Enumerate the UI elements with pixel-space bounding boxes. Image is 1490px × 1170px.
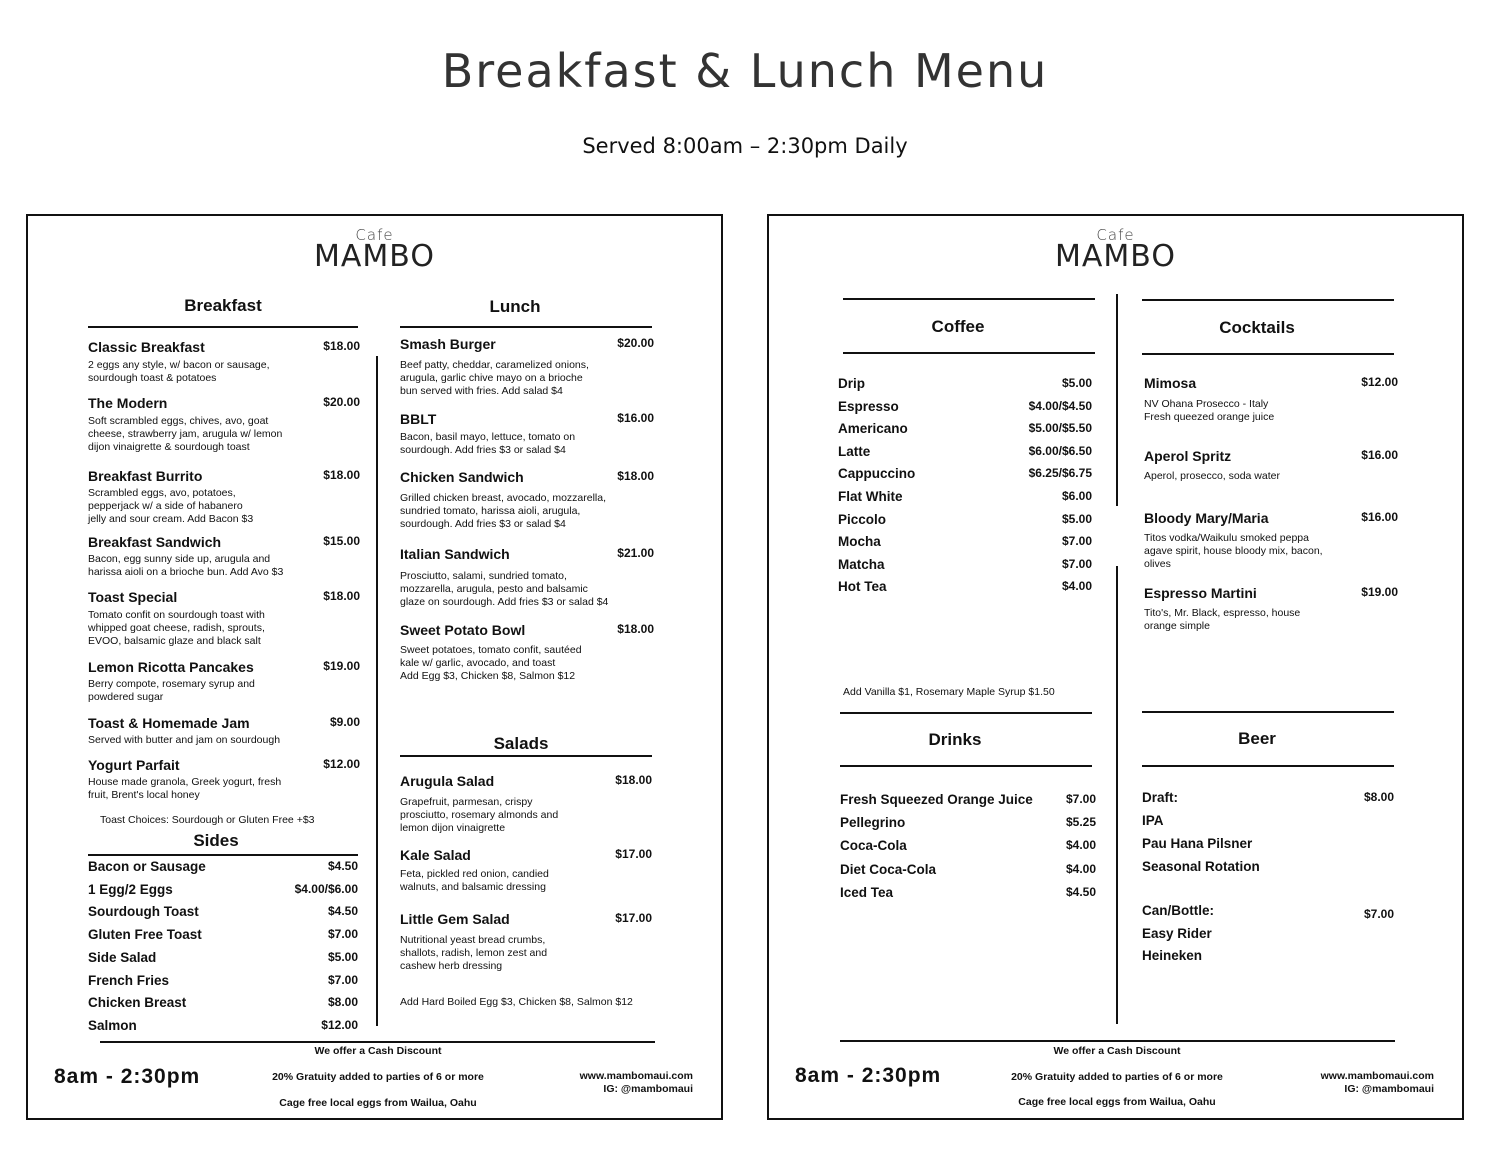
section-title-cocktails: Cocktails <box>1219 318 1295 337</box>
menu-item-description: 2 eggs any style, w/ bacon or sausage, sourdough toast & potatoes <box>88 359 270 384</box>
footer-divider <box>840 1040 1395 1042</box>
drink-item <box>840 792 1096 812</box>
menu-item-price: $20.00 <box>617 336 654 350</box>
menu-item-price: $12.00 <box>1361 375 1398 389</box>
beer-draft-row <box>1142 790 1394 810</box>
divider <box>88 326 358 328</box>
menu-item-name: Salmon <box>88 1017 137 1033</box>
divider <box>1142 765 1394 767</box>
menu-item-price: $16.00 <box>1361 510 1398 524</box>
menu-item-price: $12.00 <box>323 757 360 771</box>
menu-item-name: BBLT <box>400 411 437 427</box>
side-item <box>88 950 358 970</box>
section-title-lunch: Lunch <box>489 297 541 316</box>
menu-item-name: Pellegrino <box>840 815 906 831</box>
page-title: Breakfast & Lunch Menu <box>441 44 1049 98</box>
drink-item <box>840 815 1096 835</box>
drink-item <box>840 862 1096 882</box>
syrup-add-ons-note: Add Vanilla $1, Rosemary Maple Syrup $1.50 <box>843 686 1055 698</box>
menu-card-breakfast-lunch <box>26 214 723 1120</box>
menu-item-name: Toast Special <box>88 589 178 605</box>
menu-item-name: Smash Burger <box>400 336 496 352</box>
menu-item-name: Piccolo <box>838 511 887 527</box>
divider <box>840 765 1092 767</box>
section-title-salads: Salads <box>493 734 549 753</box>
menu-item-price: $4.00/$4.50 <box>1028 398 1092 413</box>
side-item <box>88 904 358 924</box>
divider <box>88 854 358 856</box>
beer-can-row <box>1142 903 1394 923</box>
menu-item-price: $5.00 <box>327 949 358 964</box>
menu-item-name: Chicken Breast <box>88 995 187 1011</box>
menu-item-name: Classic Breakfast <box>88 339 205 355</box>
menu-item-name: Aperol Spritz <box>1144 448 1232 464</box>
menu-item-description: Soft scrambled eggs, chives, avo, goat cheese, strawberry jam, arugula w/ lemon dijon vinaigrette & sourdough toast <box>88 415 283 453</box>
menu-item-description: Grilled chicken breast, avocado, mozzarella, sundried tomato, harissa aioli, arugula, sourdough. Add fries $3 or salad $4 <box>400 492 607 530</box>
section-title-sides: Sides <box>193 831 239 850</box>
menu-item-name: Cappuccino <box>838 466 916 482</box>
menu-item-name: Fresh Squeezed Orange Juice <box>840 792 1033 807</box>
menu-item-price: $7.00 <box>1061 556 1092 571</box>
cafe-logo <box>28 226 721 272</box>
menu-item-price: $18.00 <box>617 469 654 483</box>
menu-item-name: Flat White <box>838 489 903 504</box>
menu-item-description: Feta, pickled red onion, candied walnuts, and balsamic dressing <box>400 868 549 893</box>
contact-info <box>528 1070 693 1096</box>
menu-item-price: $4.50 <box>327 859 358 873</box>
menu-item-name: Breakfast Sandwich <box>88 534 222 550</box>
coffee-item <box>838 466 1092 486</box>
column-divider <box>1116 566 1118 1024</box>
menu-item-price: $9.00 <box>329 715 360 729</box>
beer-name: Pau Hana Pilsner <box>1142 836 1253 851</box>
menu-item-name: Arugula Salad <box>400 773 495 789</box>
menu-item-name: Mimosa <box>1144 375 1197 391</box>
coffee-item <box>838 579 1092 599</box>
menu-item-name: Sweet Potato Bowl <box>400 622 526 638</box>
menu-item-price: $16.00 <box>617 411 654 425</box>
menu-item-name: Hot Tea <box>838 579 887 595</box>
menu-item-name: The Modern <box>88 395 168 411</box>
beer-name: Heineken <box>1142 948 1203 963</box>
menu-item-name: Sourdough Toast <box>88 904 199 920</box>
beer-name: Easy Rider <box>1142 926 1212 941</box>
drink-item <box>840 838 1096 858</box>
divider <box>840 712 1092 714</box>
menu-item-description: Scrambled eggs, avo, potatoes, pepperjack w/ a side of habanero jelly and sour cream. Add Bacon $3 <box>88 487 254 525</box>
menu-item-description: Berry compote, rosemary syrup and powdered sugar <box>88 678 255 703</box>
menu-item-name: Italian Sandwich <box>400 546 510 562</box>
menu-item-name: Breakfast Burrito <box>88 468 203 484</box>
contact-info <box>1269 1070 1434 1096</box>
menu-item-price: $21.00 <box>617 546 654 560</box>
beer-item <box>1142 926 1394 946</box>
can-label: Can/Bottle: <box>1142 903 1214 918</box>
coffee-item <box>838 444 1092 464</box>
menu-item-name: Latte <box>838 443 871 459</box>
drink-item <box>840 885 1096 905</box>
beer-item <box>1142 948 1394 968</box>
section-title-breakfast: Breakfast <box>184 296 262 315</box>
instagram-handle[interactable]: IG: @mambomaui <box>1344 1083 1434 1095</box>
menu-item-name: Americano <box>838 421 908 437</box>
gratuity-text: 20% Gratuity added to parties of 6 or more <box>1011 1071 1223 1083</box>
logo-mambo-text: MAMBO <box>314 239 435 274</box>
menu-item-price: $6.25/$6.75 <box>1028 466 1092 481</box>
menu-item-name: French Fries <box>88 972 170 988</box>
side-item <box>88 882 358 902</box>
menu-item-name: Side Salad <box>88 949 157 965</box>
menu-item-name: 1 Egg/2 Eggs <box>88 881 173 897</box>
divider <box>400 755 652 757</box>
menu-item-description: Sweet potatoes, tomato confit, sautéed kale w/ garlic, avocado, and toast Add Egg $3, Chicken $8, Salmon $12 <box>400 644 582 682</box>
menu-item-price: $20.00 <box>323 395 360 409</box>
divider <box>400 326 652 328</box>
menu-item-name: Kale Salad <box>400 847 471 863</box>
column-divider <box>376 356 378 1026</box>
menu-item-description: Served with butter and jam on sourdough <box>88 734 281 746</box>
coffee-item <box>838 534 1092 554</box>
page-subtitle: Served 8:00am – 2:30pm Daily <box>582 134 908 158</box>
menu-item-description: Aperol, prosecco, soda water <box>1144 470 1280 482</box>
menu-item-name: Little Gem Salad <box>400 911 510 927</box>
beer-item <box>1142 836 1394 856</box>
menu-item-description: Beef patty, cheddar, caramelized onions, arugula, garlic chive mayo on a brioche bun served with fries. Add salad $4 <box>400 359 589 397</box>
section-title-drinks: Drinks <box>928 730 982 749</box>
menu-item-price: $16.00 <box>1361 448 1398 462</box>
menu-item-name: Toast & Homemade Jam <box>88 715 250 731</box>
beer-name: IPA <box>1142 813 1164 828</box>
side-item <box>88 859 358 879</box>
menu-item-price: $7.00 <box>327 972 358 987</box>
toast-choices-note: Toast Choices: Sourdough or Gluten Free +$3 <box>100 814 315 826</box>
menu-item-name: Gluten Free Toast <box>88 927 202 943</box>
menu-item-price: $19.00 <box>323 659 360 673</box>
hours-text: 8am - 2:30pm <box>54 1065 201 1088</box>
section-title-beer: Beer <box>1238 729 1276 748</box>
coffee-item <box>838 376 1092 396</box>
coffee-item <box>838 399 1092 419</box>
menu-item-price: $15.00 <box>323 534 360 548</box>
side-item <box>88 973 358 993</box>
menu-item-description: Bacon, egg sunny side up, arugula and harissa aioli on a brioche bun. Add Avo $3 <box>88 553 284 578</box>
menu-item-name: Iced Tea <box>840 884 894 900</box>
menu-item-price: $8.00 <box>327 995 358 1010</box>
menu-item-description: Bacon, basil mayo, lettuce, tomato on sourdough. Add fries $3 or salad $4 <box>400 431 576 456</box>
menu-item-price: $18.00 <box>323 339 360 353</box>
menu-item-description: Titos vodka/Waikulu smoked peppa agave spirit, house bloody mix, bacon, olives <box>1144 532 1323 570</box>
beer-name: Seasonal Rotation <box>1142 859 1260 874</box>
beer-item <box>1142 813 1394 833</box>
menu-item-price: $18.00 <box>323 468 360 482</box>
menu-item-price: $4.50 <box>1065 884 1096 899</box>
menu-item-price: $4.50 <box>327 904 358 919</box>
eggs-note: Cage free local eggs from Wailua, Oahu <box>279 1097 477 1109</box>
menu-item-description: Grapefruit, parmesan, crispy prosciutto, rosemary almonds and lemon dijon vinaigrette <box>400 796 559 834</box>
menu-item-price: $5.00/$5.50 <box>1028 421 1092 436</box>
website-link[interactable]: www.mambomaui.com <box>1320 1070 1434 1082</box>
menu-item-price: $7.00 <box>1065 792 1096 806</box>
menu-item-name: Diet Coca-Cola <box>840 861 937 877</box>
column-divider <box>1116 294 1118 506</box>
menu-item-name: Espresso <box>838 398 899 414</box>
menu-item-price: $18.00 <box>615 773 652 787</box>
menu-item-price: $5.25 <box>1065 815 1096 830</box>
menu-item-name: Espresso Martini <box>1144 585 1257 601</box>
menu-item-price: $18.00 <box>323 589 360 603</box>
footer-divider <box>100 1041 655 1043</box>
beer-item <box>1142 859 1394 879</box>
divider <box>843 352 1095 354</box>
draft-price: $8.00 <box>1363 790 1394 804</box>
logo-mambo-text: MAMBO <box>1055 239 1176 274</box>
divider <box>1142 299 1394 301</box>
coffee-item <box>838 557 1092 577</box>
gratuity-text: 20% Gratuity added to parties of 6 or more <box>272 1071 484 1083</box>
menu-item-name: Drip <box>838 376 865 391</box>
menu-item-name: Bacon or Sausage <box>88 859 206 874</box>
website-link[interactable]: www.mambomaui.com <box>579 1070 693 1082</box>
instagram-handle[interactable]: IG: @mambomaui <box>603 1083 693 1095</box>
menu-item-description: Tito's, Mr. Black, espresso, house orange simple <box>1144 607 1301 632</box>
menu-item-price: $7.00 <box>1061 534 1092 549</box>
divider <box>1142 353 1394 355</box>
coffee-item <box>838 512 1092 532</box>
menu-item-name: Matcha <box>838 556 885 572</box>
menu-item-price: $5.00 <box>1061 511 1092 526</box>
menu-item-price: $5.00 <box>1061 376 1092 390</box>
menu-item-description: House made granola, Greek yogurt, fresh fruit, Brent's local honey <box>88 776 282 801</box>
menu-item-price: $4.00 <box>1065 838 1096 853</box>
cash-discount-text: We offer a Cash Discount <box>1053 1045 1181 1057</box>
menu-item-name: Chicken Sandwich <box>400 469 524 485</box>
menu-item-price: $12.00 <box>321 1017 358 1032</box>
section-title-coffee: Coffee <box>931 317 985 336</box>
coffee-item <box>838 421 1092 441</box>
side-item <box>88 927 358 947</box>
cash-discount-text: We offer a Cash Discount <box>314 1045 442 1057</box>
logo-cafe-text: Cafe <box>355 226 394 244</box>
menu-item-price: $6.00 <box>1061 489 1092 503</box>
draft-label: Draft: <box>1142 790 1178 805</box>
menu-item-price: $19.00 <box>1361 585 1398 599</box>
cafe-logo <box>769 226 1462 272</box>
menu-item-name: Yogurt Parfait <box>88 757 180 773</box>
menu-item-price: $4.00/$6.00 <box>294 881 358 896</box>
menu-item-description: NV Ohana Prosecco - Italy Fresh queezed orange juice <box>1144 398 1275 423</box>
logo-cafe-text: Cafe <box>1096 226 1135 244</box>
menu-item-price: $17.00 <box>615 911 652 925</box>
menu-item-price: $6.00/$6.50 <box>1028 443 1092 458</box>
menu-item-name: Coca-Cola <box>840 838 907 854</box>
menu-item-price: $7.00 <box>327 927 358 942</box>
divider <box>843 298 1095 300</box>
hours-text: 8am - 2:30pm <box>795 1064 942 1087</box>
menu-item-description: Prosciutto, salami, sundried tomato, mozzarella, arugula, pesto and balsamic glaze on sourdough. Add fries $3 or salad $4 <box>400 570 609 608</box>
menu-item-price: $18.00 <box>617 622 654 636</box>
divider <box>1142 711 1394 713</box>
eggs-note: Cage free local eggs from Wailua, Oahu <box>1018 1096 1216 1108</box>
salad-add-ons-note: Add Hard Boiled Egg $3, Chicken $8, Salmon $12 <box>400 996 633 1008</box>
can-price: $7.00 <box>1363 907 1394 921</box>
menu-item-price: $17.00 <box>615 847 652 861</box>
side-item <box>88 995 358 1015</box>
menu-item-price: $4.00 <box>1061 579 1092 594</box>
menu-item-description: Tomato confit on sourdough toast with whipped goat cheese, radish, sprouts, EVOO, balsamic glaze and black salt <box>88 609 265 647</box>
menu-item-price: $4.00 <box>1065 861 1096 876</box>
side-item <box>88 1018 358 1038</box>
menu-item-name: Lemon Ricotta Pancakes <box>88 659 254 675</box>
coffee-item <box>838 489 1092 509</box>
menu-item-description: Nutritional yeast bread crumbs, shallots, radish, lemon zest and cashew herb dressing <box>400 934 548 972</box>
menu-card-drinks <box>767 214 1464 1120</box>
menu-item-name: Mocha <box>838 534 881 550</box>
menu-item-name: Bloody Mary/Maria <box>1144 510 1269 526</box>
